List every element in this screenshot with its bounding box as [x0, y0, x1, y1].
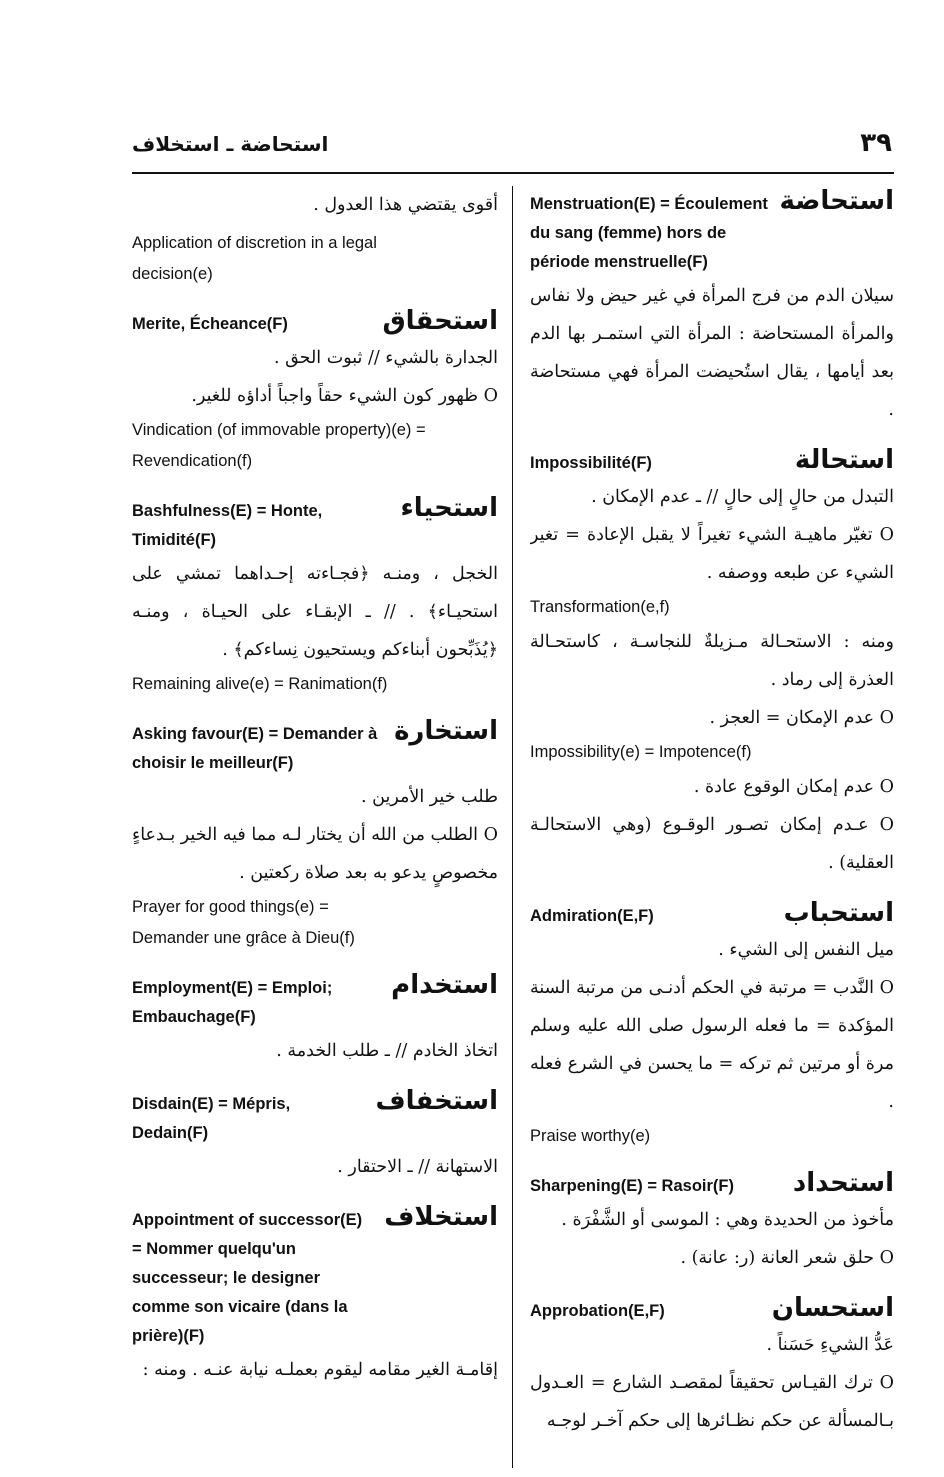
english-equivalent: Praise worthy(e): [530, 1127, 651, 1145]
arabic-headword: استخدام: [391, 970, 498, 1000]
arabic-definition: عَدُّ الشيءِ حَسَناً .: [766, 1335, 894, 1355]
entry-head-row: [132, 1202, 498, 1351]
column-divider: [512, 186, 513, 1468]
left-column: [132, 186, 498, 1468]
dictionary-entry: [132, 1202, 498, 1389]
english-continuation-line: decision(e): [132, 265, 213, 283]
english-headword: Merite, Écheance(F): [132, 315, 288, 333]
english-headword: Sharpening(E) = Rasoir(F): [530, 1177, 734, 1195]
arabic-continuation: أقوى يقتضي هذا العدول .: [313, 195, 498, 215]
arabic-definition: مأخوذ من الحديدة وهي : الموسى أو الشَّفْرَة .: [561, 1210, 894, 1230]
arabic-definition: ومنه : الاستحـالة مـزيلةٌ للنجاسـة ، كاستحـالة العذرة إلى رماد .: [530, 632, 894, 690]
arabic-headword: استحالة: [794, 445, 894, 475]
arabic-headword: استخلاف: [384, 1202, 498, 1232]
page-number: ٣٩: [860, 128, 892, 158]
english-headword: Admiration(E,F): [530, 907, 654, 925]
entry-head-row: [132, 493, 498, 555]
dictionary-entry: [132, 716, 498, 954]
arabic-definition: O عـدم إمكان تصـور الوقـوع (وهي الاستحالـة العقلية) .: [530, 815, 894, 873]
arabic-definition: اتخاذ الخادم // ـ طلب الخدمة .: [276, 1041, 498, 1061]
dictionary-entry: [132, 970, 498, 1070]
dictionary-entry: [530, 1168, 894, 1277]
dictionary-entry: [132, 1086, 498, 1186]
english-headword: Appointment of successor(E) = Nommer quelqu'un successeur; le designer comme son vicaire (dans la prière)(F): [132, 1211, 363, 1345]
continuation-entry: [132, 186, 498, 290]
dictionary-entry: [530, 186, 894, 429]
english-equivalent: Prayer for good things(e) =: [132, 898, 329, 916]
right-entries: [530, 186, 894, 1440]
english-headword: Employment(E) = Emploi; Embauchage(F): [132, 979, 333, 1026]
arabic-definition: التبدل من حالٍ إلى حالٍ // ـ عدم الإمكان .: [591, 487, 894, 507]
english-equivalent: Transformation(e,f): [530, 598, 670, 616]
arabic-headword: استحداد: [792, 1168, 894, 1198]
arabic-headword: استخارة: [394, 716, 498, 746]
entry-head-row: [132, 1086, 498, 1148]
english-headword: Asking favour(E) = Demander à choisir le meilleur(F): [132, 725, 378, 772]
arabic-definition: O ترك القيـاس تحقيقاً لمقصـد الشارع = العـدول بـالمسألة عن حكم نظـائرها إلى حكم آخـر لوجـه: [530, 1373, 894, 1431]
arabic-definition: O الطلب من الله أن يختار لـه مما فيه الخير بـدعاءٍ مخصوصٍ يدعو به بعد صلاة ركعتين .: [132, 825, 498, 883]
arabic-definition: O عدم الإمكان = العجز .: [709, 708, 894, 728]
english-equivalent: Vindication (of immovable property)(e) =: [132, 421, 426, 439]
arabic-definition: الجدارة بالشيء // ثبوت الحق .: [273, 348, 498, 368]
arabic-definition: سيلان الدم من فرج المرأة في غير حيض ولا نفاس والمرأة المستحاضة : المرأة التي استمـر بها الدم بعد أيامها ، يقال استُحيضت المرأة فهي مستحاضة .: [530, 286, 894, 420]
english-headword: Impossibilité(F): [530, 454, 652, 472]
english-headword: Disdain(E) = Mépris, Dedain(F): [132, 1095, 291, 1142]
entry-head-row: [530, 1168, 894, 1201]
arabic-definition: O عدم إمكان الوقوع عادة .: [693, 777, 894, 797]
header-rule: [132, 172, 894, 174]
entry-head-row: [132, 306, 498, 339]
english-equivalent: Demander une grâce à Dieu(f): [132, 929, 355, 947]
arabic-headword: استحباب: [783, 898, 894, 928]
english-equivalent: Impossibility(e) = Impotence(f): [530, 743, 752, 761]
dictionary-entry: [132, 306, 498, 477]
english-headword: Bashfulness(E) = Honte, Timidité(F): [132, 502, 323, 549]
arabic-headword: استخفاف: [375, 1086, 498, 1116]
arabic-headword: استحسان: [771, 1293, 894, 1323]
english-continuation-line: Application of discretion in a legal: [132, 234, 377, 252]
english-headword: Approbation(E,F): [530, 1302, 665, 1320]
right-column: [530, 186, 894, 1468]
dictionary-entry: [530, 445, 894, 882]
page-header: [0, 0, 944, 180]
english-equivalent: Revendication(f): [132, 452, 253, 470]
arabic-definition: الاستهانة // ـ الاحتقار .: [337, 1157, 498, 1177]
entry-head-row: [132, 716, 498, 778]
entry-head-row: [530, 1293, 894, 1326]
english-headword: Menstruation(E) = Écoulement du sang (femme) hors de période menstruelle(F): [530, 195, 768, 271]
arabic-headword: استحقاق: [382, 306, 498, 336]
arabic-headword: استحاضة: [779, 186, 894, 216]
arabic-definition: طلب خير الأمرين .: [361, 787, 498, 807]
dictionary-entry: [530, 898, 894, 1152]
left-entries: [132, 306, 498, 1389]
arabic-definition: O ظهور كون الشيء حقاً واجباً أداؤه للغير.: [191, 386, 498, 406]
arabic-definition: ميل النفس إلى الشيء .: [718, 940, 894, 960]
dictionary-entry: [530, 1293, 894, 1440]
entry-head-row: [530, 186, 894, 277]
entry-head-row: [530, 898, 894, 931]
dictionary-entry: [132, 493, 498, 700]
arabic-definition: O النَّدب = مرتبة في الحكم أدنـى من مرتبة السنة المؤكدة = ما فعله الرسول صلى الله عليه وسلم مرة أو مرتين ثم تركه = ما يحسن في الشرع فعله .: [530, 978, 894, 1112]
running-head: استحاضة ـ استخلاف: [132, 132, 329, 156]
entry-head-row: [530, 445, 894, 478]
arabic-headword: استحياء: [400, 493, 498, 523]
english-equivalent: Remaining alive(e) = Ranimation(f): [132, 675, 388, 693]
arabic-definition: O تغيّر ماهيـة الشيء تغيراً لا يقبل الإعادة = تغير الشيء عن طبعه ووصفه .: [530, 525, 894, 583]
arabic-definition: الخجل ، ومنـه ﴿فجـاءته إحـداهما تمشي على استحيـاء﴾ . // ـ الإبقـاء على الحيـاة ، ومنـه ﴿يُذَبِّحون أبناءكم ويستحيون نِساءكم﴾ .: [132, 564, 498, 660]
arabic-definition: O حلق شعر العانة (ر: عانة) .: [680, 1248, 894, 1268]
arabic-definition: إقامـة الغير مقامه ليقوم بعملـه نيابة عنـه . ومنه :: [142, 1360, 498, 1380]
entry-head-row: [132, 970, 498, 1032]
